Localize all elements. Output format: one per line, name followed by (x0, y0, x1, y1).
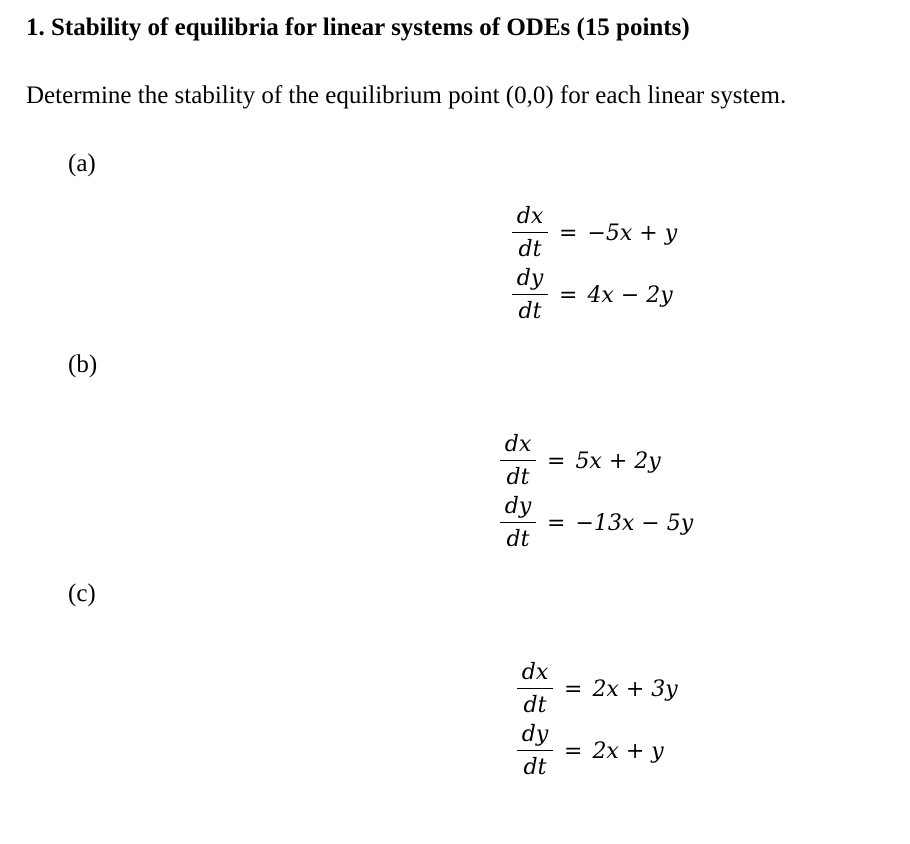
equation-rhs (564, 738, 664, 765)
part-c-label: (c) (68, 580, 96, 607)
part-b-label: (b) (68, 351, 98, 378)
equals-sign: = (559, 221, 578, 246)
derivative-fraction (511, 203, 549, 263)
fraction-denominator: dt (523, 755, 547, 780)
derivative-fraction (499, 431, 537, 491)
fraction-bar (517, 688, 553, 689)
fraction-denominator: dt (506, 527, 530, 552)
equation-rhs (564, 676, 678, 703)
part-a-label: (a) (68, 150, 96, 177)
fraction-bar (512, 232, 548, 233)
rhs-expression: 2x + 3y (592, 677, 678, 702)
rhs-expression: −13x − 5y (575, 511, 694, 536)
fraction-numerator: dx (504, 432, 532, 457)
equals-sign: = (547, 449, 566, 474)
equals-sign: = (564, 739, 583, 764)
equation-rhs (559, 282, 673, 309)
rhs-expression: −5x + y (587, 221, 678, 246)
fraction-numerator: dy (504, 494, 532, 519)
problem-intro: Determine the stability of the equilibrium point (0,0) for each linear system. (26, 82, 787, 109)
equation-rhs (559, 220, 677, 247)
equals-sign: = (547, 511, 566, 536)
fraction-numerator: dy (516, 266, 544, 291)
derivative-fraction (516, 721, 554, 781)
fraction-numerator: dy (521, 722, 549, 747)
rhs-expression: 4x − 2y (587, 283, 673, 308)
derivative-fraction (516, 659, 554, 719)
derivative-fraction (511, 265, 549, 325)
equation-rhs (547, 510, 693, 537)
fraction-bar (500, 522, 536, 523)
fraction-bar (512, 294, 548, 295)
equals-sign: = (559, 283, 578, 308)
fraction-numerator: dx (521, 660, 549, 685)
derivative-fraction (499, 493, 537, 553)
fraction-denominator: dt (518, 237, 542, 262)
equation-rhs (547, 448, 661, 475)
fraction-denominator: dt (518, 299, 542, 324)
fraction-denominator: dt (506, 465, 530, 490)
fraction-bar (500, 460, 536, 461)
fraction-denominator: dt (523, 693, 547, 718)
problem-title: 1. Stability of equilibria for linear systems of ODEs (15 points) (26, 14, 690, 41)
equals-sign: = (564, 677, 583, 702)
fraction-numerator: dx (516, 204, 544, 229)
rhs-expression: 5x + 2y (575, 449, 661, 474)
fraction-bar (517, 750, 553, 751)
rhs-expression: 2x + y (592, 739, 664, 764)
